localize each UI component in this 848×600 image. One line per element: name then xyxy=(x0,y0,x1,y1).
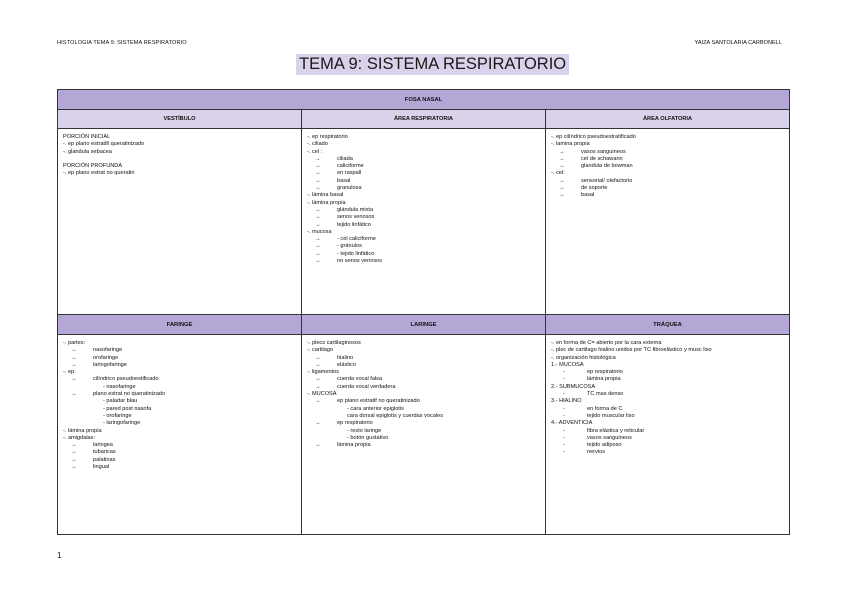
page-title: TEMA 9: SISTEMA RESPIRATORIO xyxy=(296,54,569,75)
arrow-icon: → xyxy=(71,456,77,463)
list-item-text: -. mucosa xyxy=(307,228,332,235)
list-item xyxy=(307,376,540,383)
list-item-text: TC mas denso xyxy=(587,391,624,398)
list-item xyxy=(551,435,784,442)
list-item xyxy=(551,449,784,456)
list-item xyxy=(307,398,540,405)
list-item xyxy=(551,384,784,391)
list-item xyxy=(63,340,296,347)
heading-laringe: LARINGE xyxy=(302,315,546,335)
list-item xyxy=(307,163,540,170)
list-item-text: elástico xyxy=(337,361,356,368)
arrow-icon: → xyxy=(315,383,321,390)
list-item xyxy=(551,362,784,369)
list-item-text: -. cel : xyxy=(307,148,323,155)
list-item xyxy=(307,178,540,185)
list-item-text: -. en forma de C= abierto por la cara externa xyxy=(551,340,662,346)
list-item xyxy=(551,420,784,427)
list-item-text: - cel caliciforme xyxy=(337,236,376,243)
list-item xyxy=(307,229,540,236)
list-item-text: de soporte xyxy=(581,185,608,192)
list-item-text: tejido linfático xyxy=(337,221,371,228)
list-item-text: vasos sanguineos xyxy=(581,148,626,155)
list-item xyxy=(63,141,296,148)
list-item-text: glandula de bowman xyxy=(581,163,633,170)
list-item-text: sensorial/ olefactorio xyxy=(581,177,633,184)
respiratory-table xyxy=(57,89,790,535)
list-item xyxy=(307,420,540,427)
list-item xyxy=(307,141,540,148)
list-item-text: -. MUCOSA xyxy=(307,391,337,398)
list-item-text: cel de schawann xyxy=(581,155,623,162)
list-item-text: tejido adiposo xyxy=(587,442,622,449)
list-item xyxy=(63,134,296,141)
list-item-text: -. ep: xyxy=(63,369,76,376)
arrow-icon: → xyxy=(315,163,321,170)
list-item xyxy=(63,435,296,442)
list-item-text: - cara anterior epiglotis xyxy=(347,405,404,412)
list-item xyxy=(307,251,540,258)
list-item-text: 2.- SUBMUCOSA xyxy=(551,383,596,390)
list-item-text: - nasofaringe xyxy=(103,383,136,390)
list-item-text: PORCIÓN INICIAL xyxy=(63,134,111,140)
list-item xyxy=(551,347,784,354)
list-item xyxy=(551,141,784,148)
arrow-icon: → xyxy=(315,250,321,257)
list-item-text: - botón gustativo xyxy=(347,434,389,441)
list-item xyxy=(63,420,296,427)
list-item-text: tubaricas xyxy=(93,449,116,456)
list-item-text: fibra elástica y reticular xyxy=(587,427,645,434)
list-item xyxy=(63,149,296,156)
list-item-text: plano estrat no queratinizado xyxy=(93,391,166,398)
list-item-text: vasos sanguineos xyxy=(587,434,632,441)
list-item-text: - resto laringe xyxy=(347,427,382,434)
list-item-text: lámina propia xyxy=(587,376,621,383)
list-item xyxy=(307,355,540,362)
bullet-dash: - xyxy=(563,449,565,456)
list-item xyxy=(551,376,784,383)
list-item-text: -. partes: xyxy=(63,340,86,346)
list-item xyxy=(63,457,296,464)
list-item xyxy=(307,170,540,177)
list-item xyxy=(307,243,540,250)
list-item xyxy=(551,406,784,413)
list-item xyxy=(307,435,540,442)
list-item xyxy=(307,236,540,243)
bullet-dash: - xyxy=(563,376,565,383)
list-item-text: basal xyxy=(337,177,351,184)
list-item xyxy=(307,134,540,141)
list-item-text: -. cel: xyxy=(551,170,565,177)
list-item xyxy=(307,428,540,435)
list-item-text: nasofaringe xyxy=(93,347,123,354)
list-item xyxy=(551,369,784,376)
list-item xyxy=(63,413,296,420)
heading-area-respiratoria: ÁREA RESPIRATORIA xyxy=(302,110,546,129)
arrow-icon: → xyxy=(315,398,321,405)
list-item xyxy=(63,442,296,449)
header-left: HISTOLOGIA TEMA 9: SISTEMA RESPIRATORIO xyxy=(57,40,187,46)
list-item-text: cuerda vocal verdadera xyxy=(337,383,396,390)
arrow-icon: → xyxy=(315,258,321,265)
list-item-text: - gránulos xyxy=(337,243,362,250)
list-item xyxy=(63,347,296,354)
list-item-text: lámina propia xyxy=(337,442,371,449)
cell-laringe xyxy=(302,335,546,535)
list-item-text: -. ciliado xyxy=(307,141,328,148)
list-item-text: -. amigdalas: xyxy=(63,434,96,441)
list-item xyxy=(551,149,784,156)
band-fosa-nasal: FOSA NASAL xyxy=(58,90,790,110)
list-item xyxy=(307,192,540,199)
list-item-text: -. plec de cartilago hialino unidos por TC fibroelástico y musc liso xyxy=(551,347,712,354)
list-item xyxy=(63,163,296,170)
arrow-icon: → xyxy=(315,155,321,162)
list-item-text: glándula mixta xyxy=(337,206,374,213)
list-item xyxy=(307,258,540,265)
list-item-text: -. cartilago xyxy=(307,347,334,354)
header-right: YAIZA SANTOLARIA CARBONELL xyxy=(694,40,782,46)
list-item xyxy=(63,355,296,362)
list-item xyxy=(63,391,296,398)
arrow-icon: → xyxy=(315,177,321,184)
cell-area-respiratoria xyxy=(302,129,546,315)
list-item-text: -. ep plano estratifi queratinizado xyxy=(63,141,145,148)
bullet-dash: - xyxy=(563,391,565,398)
list-item xyxy=(307,384,540,391)
arrow-icon: → xyxy=(315,170,321,177)
list-item xyxy=(307,149,540,156)
list-item xyxy=(307,391,540,398)
arrow-icon: → xyxy=(315,354,321,361)
list-item xyxy=(551,192,784,199)
list-item xyxy=(63,428,296,435)
list-item-text: 3.- HIALINO xyxy=(551,398,582,405)
cell-area-olfatoria xyxy=(546,129,790,315)
list-item-text: palatinas xyxy=(93,456,116,463)
list-item-text: basal xyxy=(581,192,595,199)
list-item xyxy=(551,391,784,398)
arrow-icon: → xyxy=(559,155,565,162)
list-item xyxy=(63,398,296,405)
list-item-text: laringofaringe xyxy=(93,361,127,368)
list-item-text: lingual xyxy=(93,464,110,471)
list-item xyxy=(63,449,296,456)
list-item-text: -. lámina propia xyxy=(63,427,102,434)
arrow-icon: → xyxy=(559,177,565,184)
arrow-icon: → xyxy=(559,163,565,170)
list-item xyxy=(307,347,540,354)
list-item-text: en raspall xyxy=(337,170,362,177)
list-item xyxy=(307,413,540,420)
list-item xyxy=(307,362,540,369)
list-item xyxy=(551,340,784,347)
arrow-icon: → xyxy=(71,354,77,361)
arrow-icon: → xyxy=(71,442,77,449)
list-item-text: - tejido linfático xyxy=(337,250,375,257)
list-item-text: no senos venosos xyxy=(337,258,383,265)
arrow-icon: → xyxy=(315,376,321,383)
list-item-text: 1.- MUCOSA xyxy=(551,361,584,368)
list-item xyxy=(307,340,540,347)
list-item-text: - orofaringe xyxy=(103,412,132,419)
arrow-icon: → xyxy=(315,236,321,243)
arrow-icon: → xyxy=(315,442,321,449)
heading-faringe: FARINGE xyxy=(58,315,302,335)
list-item xyxy=(63,384,296,391)
list-item-text: -. lamina propia xyxy=(551,141,590,148)
arrow-icon: → xyxy=(71,376,77,383)
arrow-icon: → xyxy=(71,391,77,398)
bullet-dash: - xyxy=(563,427,565,434)
list-item xyxy=(63,362,296,369)
list-item xyxy=(551,185,784,192)
list-item-text: -. ep plano estrat no queratin xyxy=(63,170,135,177)
cell-vestibulo xyxy=(58,129,302,315)
list-item-text: ciliada xyxy=(337,155,353,162)
cell-traquea xyxy=(546,335,790,535)
list-item-text: -. lámina propia xyxy=(307,199,346,206)
list-item xyxy=(307,185,540,192)
list-item xyxy=(307,222,540,229)
list-item xyxy=(63,376,296,383)
list-item-text: senos venosos xyxy=(337,214,375,221)
list-item-text: cuerda vocal falsa xyxy=(337,376,383,383)
list-item-text: -. plecs cartilaginosos xyxy=(307,340,361,346)
list-item-text: tejido muscular liso xyxy=(587,412,635,419)
cell-faringe xyxy=(58,335,302,535)
arrow-icon: → xyxy=(559,148,565,155)
list-item-text: ep plano estratif no queratinizado xyxy=(337,398,420,405)
list-item xyxy=(551,355,784,362)
list-item-text: cilíndrico pseudoestificado xyxy=(93,376,159,383)
arrow-icon: → xyxy=(315,206,321,213)
bullet-dash: - xyxy=(563,434,565,441)
list-item-text: nervios xyxy=(587,449,606,456)
list-item xyxy=(551,170,784,177)
list-item xyxy=(63,406,296,413)
list-item-text: ep respiratorio xyxy=(337,420,373,427)
list-item-text: laringea xyxy=(93,442,113,449)
arrow-icon: → xyxy=(315,361,321,368)
list-item xyxy=(551,163,784,170)
list-item-text: -. glandula sebacea xyxy=(63,148,112,155)
list-item-text: ep respiratorio xyxy=(587,369,623,376)
list-item xyxy=(63,170,296,177)
list-item-text: hialino xyxy=(337,354,354,361)
arrow-icon: → xyxy=(71,449,77,456)
list-item xyxy=(307,369,540,376)
list-item-text: caliciforme xyxy=(337,163,364,170)
list-item xyxy=(307,200,540,207)
list-item xyxy=(551,134,784,141)
list-item xyxy=(551,178,784,185)
arrow-icon: → xyxy=(559,192,565,199)
list-item xyxy=(307,214,540,221)
list-item xyxy=(307,156,540,163)
list-item xyxy=(551,442,784,449)
list-item-text: -. ligamentos xyxy=(307,369,340,376)
list-item-text: 4.- ADVENTICIA xyxy=(551,420,593,427)
list-item-text: -. ep respiratorio xyxy=(307,134,348,140)
arrow-icon: → xyxy=(71,464,77,471)
list-item-text: PORCIÓN PROFUNDA xyxy=(63,162,123,169)
list-item xyxy=(63,464,296,471)
bullet-dash: - xyxy=(563,369,565,376)
list-item xyxy=(307,406,540,413)
list-item xyxy=(307,207,540,214)
arrow-icon: → xyxy=(315,243,321,250)
bullet-dash: - xyxy=(563,405,565,412)
heading-vestibulo: VESTÍBULO xyxy=(58,110,302,129)
page-number: 1 xyxy=(57,551,62,560)
list-item-text: - paladar blau xyxy=(103,398,138,405)
arrow-icon: → xyxy=(315,214,321,221)
list-item-text: granulosa xyxy=(337,185,362,192)
arrow-icon: → xyxy=(315,420,321,427)
list-item xyxy=(63,369,296,376)
arrow-icon: → xyxy=(315,221,321,228)
heading-traquea: TRÁQUEA xyxy=(546,315,790,335)
list-item-text: -. organización histológica xyxy=(551,354,616,361)
arrow-icon: → xyxy=(315,185,321,192)
bullet-dash: - xyxy=(563,442,565,449)
list-item-text: - laringofaringe xyxy=(103,420,141,427)
list-item-text: en forma de C xyxy=(587,405,623,412)
heading-area-olfatoria: ÁREA OLFATORIA xyxy=(546,110,790,129)
list-item xyxy=(307,442,540,449)
list-item-text: orofaringe xyxy=(93,354,119,361)
arrow-icon: → xyxy=(71,361,77,368)
list-item xyxy=(551,398,784,405)
arrow-icon: → xyxy=(71,347,77,354)
list-item-text: cara dorsal epiglotis y cuerdas vocales xyxy=(347,412,444,419)
list-item xyxy=(551,156,784,163)
list-item xyxy=(551,428,784,435)
list-item xyxy=(551,413,784,420)
list-item-text: -. lámina basal xyxy=(307,192,344,199)
arrow-icon: → xyxy=(559,185,565,192)
list-item-text: - pared post nasofa xyxy=(103,405,152,412)
bullet-dash: - xyxy=(563,412,565,419)
list-item-text: -. ep cilíndrico pseudoestratificado xyxy=(551,134,636,140)
